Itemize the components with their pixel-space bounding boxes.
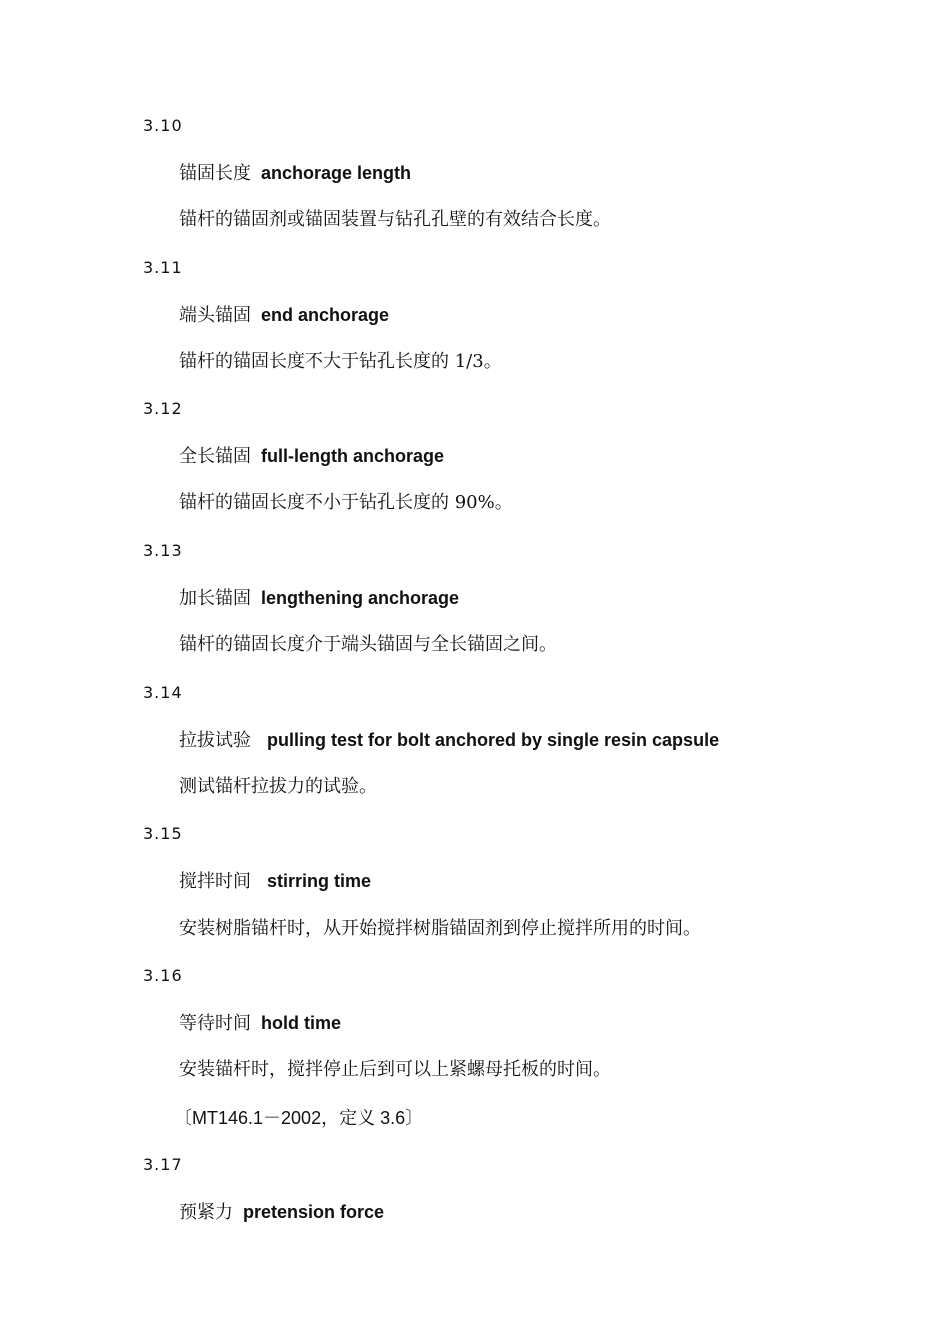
term-chinese: 端头锚固 xyxy=(179,305,251,326)
term-heading xyxy=(179,1200,384,1225)
term-heading xyxy=(179,728,719,753)
term-definition: 锚杆的锚固剂或锚固装置与钻孔孔壁的有效结合长度。 xyxy=(179,209,611,230)
term-definition: 锚杆的锚固长度不小于钻孔长度的 90%。 xyxy=(179,492,513,513)
term-english: pulling test for bolt anchored by single resin capsule xyxy=(267,730,720,750)
term-chinese: 拉拔试验 xyxy=(179,730,251,751)
term-heading xyxy=(179,586,459,611)
term-english: lengthening anchorage xyxy=(261,588,460,608)
term-chinese: 预紧力 xyxy=(179,1202,233,1223)
term-chinese: 加长锚固 xyxy=(179,588,251,609)
term-definition: 锚杆的锚固长度不大于钻孔长度的 1/3。 xyxy=(179,351,502,372)
term-english: stirring time xyxy=(267,871,372,891)
term-heading xyxy=(179,303,389,328)
entry-number: 3.11 xyxy=(143,258,183,277)
term-definition: 锚杆的锚固长度介于端头锚固与全长锚固之间。 xyxy=(179,634,557,655)
entry-number: 3.16 xyxy=(143,966,183,985)
term-chinese: 等待时间 xyxy=(179,1013,251,1034)
entry-number: 3.14 xyxy=(143,683,183,702)
term-english: hold time xyxy=(261,1013,341,1033)
term-chinese: 全长锚固 xyxy=(179,446,251,467)
term-heading xyxy=(179,444,444,469)
term-english: anchorage length xyxy=(261,163,412,183)
entry-number: 3.17 xyxy=(143,1155,183,1174)
entry-number: 3.12 xyxy=(143,399,183,418)
term-english: full-length anchorage xyxy=(261,446,445,466)
term-source-reference: 〔MT146.1－2002，定义 3.6〕 xyxy=(174,1108,424,1128)
term-heading xyxy=(179,869,371,894)
term-heading xyxy=(179,161,411,186)
term-definition: 安装树脂锚杆时，从开始搅拌树脂锚固剂到停止搅拌所用的时间。 xyxy=(179,918,701,939)
term-english: end anchorage xyxy=(261,305,390,325)
term-chinese: 锚固长度 xyxy=(179,163,251,184)
entry-number: 3.10 xyxy=(143,116,183,135)
entry-number: 3.13 xyxy=(143,541,183,560)
term-english: pretension force xyxy=(243,1202,385,1222)
term-definition: 安装锚杆时，搅拌停止后到可以上紧螺母托板的时间。 xyxy=(179,1059,611,1080)
term-heading xyxy=(179,1011,341,1036)
term-definition: 测试锚杆拉拔力的试验。 xyxy=(179,776,377,797)
entry-number: 3.15 xyxy=(143,824,183,843)
term-chinese: 搅拌时间 xyxy=(179,871,251,892)
